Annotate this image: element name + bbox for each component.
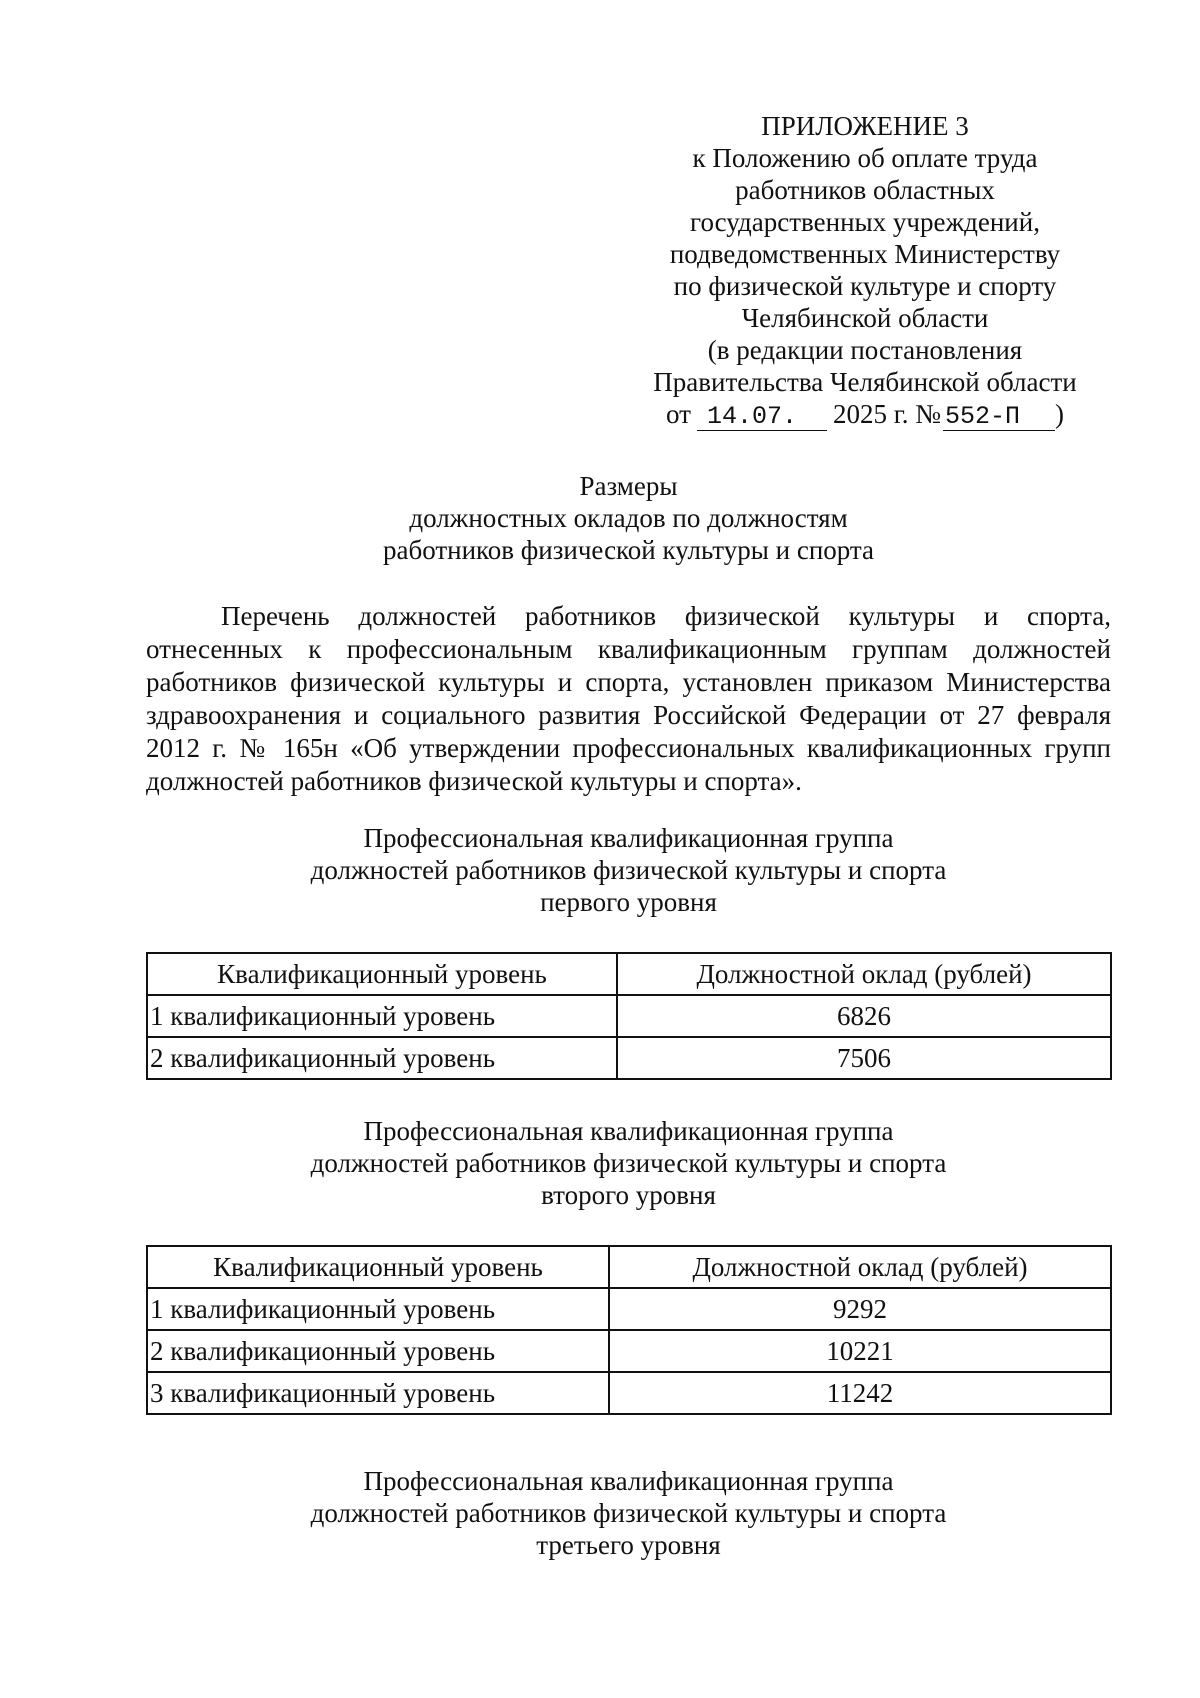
group-title-line: должностей работников физической культуры и спорта xyxy=(310,1498,947,1528)
appendix-heading: ПРИЛОЖЕНИЕ 3 xyxy=(761,111,969,141)
level-cell: 3 квалификационный уровень xyxy=(147,1372,609,1414)
intro-paragraph: Перечень должностей работников физической культуры и спорта, отнесенных к профессиональным квалификационным группам должностей работников физической культуры и спорта, установлен приказом Министерства здравоохранения и социального развития Российской Федерации от 27 февраля 2012 г. № 165н «Об утверждении профессиональных квалификационных групп должностей работников физической культуры и спорта». xyxy=(146,601,1111,796)
group-title-line: Профессиональная квалификационная группа xyxy=(363,1116,894,1146)
appendix-line: государственных учреждений, xyxy=(690,207,1040,237)
table-row xyxy=(147,1372,1111,1414)
group-2-title xyxy=(146,1115,1111,1211)
group-title-line: Профессиональная квалификационная группа xyxy=(363,823,894,853)
header-salary: Должностной оклад (рублей) xyxy=(609,1246,1111,1288)
group-1-table xyxy=(146,952,1112,1080)
year-text: 2025 г. № xyxy=(832,399,941,429)
table-row xyxy=(147,995,1111,1037)
group-title-line: второго уровня xyxy=(541,1180,716,1210)
closing-paren: ) xyxy=(1055,399,1064,429)
appendix-line: Правительства Челябинской области xyxy=(653,367,1077,397)
appendix-line: (в редакции постановления xyxy=(707,335,1023,365)
salary-cell: 6826 xyxy=(617,995,1111,1037)
header-level: Квалификационный уровень xyxy=(147,953,617,995)
main-title-line: работников физической культуры и спорта xyxy=(382,535,875,565)
appendix-line: работников областных xyxy=(735,175,995,205)
group-3-title xyxy=(146,1465,1111,1561)
level-cell: 1 квалификационный уровень xyxy=(147,1288,609,1330)
group-title-line: должностей работников физической культуры и спорта xyxy=(310,855,947,885)
resolution-date-line xyxy=(640,398,1090,431)
table-header-row xyxy=(147,1246,1111,1288)
header-level: Квалификационный уровень xyxy=(147,1246,609,1288)
date-prefix: от xyxy=(666,399,691,429)
main-title xyxy=(146,470,1111,566)
level-cell: 1 квалификационный уровень xyxy=(147,995,617,1037)
appendix-line: подведомственных Министерству xyxy=(669,239,1061,269)
group-title-line: первого уровня xyxy=(540,887,717,917)
group-2-table xyxy=(146,1245,1112,1415)
group-title-line: Профессиональная квалификационная группа xyxy=(363,1466,894,1496)
salary-cell: 11242 xyxy=(609,1372,1111,1414)
appendix-line: Челябинской области xyxy=(741,303,989,333)
main-title-line: должностных окладов по должностям xyxy=(409,503,848,533)
table-header-row xyxy=(147,953,1111,995)
salary-cell: 10221 xyxy=(609,1330,1111,1372)
header-salary: Должностной оклад (рублей) xyxy=(617,953,1111,995)
table-row xyxy=(147,1330,1111,1372)
main-title-line: Размеры xyxy=(579,471,678,501)
group-1-title xyxy=(146,822,1111,918)
salary-cell: 7506 xyxy=(617,1037,1111,1079)
appendix-line: по физической культуре и спорту xyxy=(673,271,1057,301)
appendix-line: к Положению об оплате труда xyxy=(692,143,1038,173)
resolution-number: 552-П xyxy=(943,404,1055,431)
salary-cell: 9292 xyxy=(609,1288,1111,1330)
appendix-header xyxy=(640,110,1090,431)
group-title-line: должностей работников физической культуры и спорта xyxy=(310,1148,947,1178)
group-title-line: третьего уровня xyxy=(536,1530,721,1560)
table-row xyxy=(147,1037,1111,1079)
level-cell: 2 квалификационный уровень xyxy=(147,1330,609,1372)
table-row xyxy=(147,1288,1111,1330)
resolution-date: 14.07. xyxy=(697,404,827,431)
level-cell: 2 квалификационный уровень xyxy=(147,1037,617,1079)
